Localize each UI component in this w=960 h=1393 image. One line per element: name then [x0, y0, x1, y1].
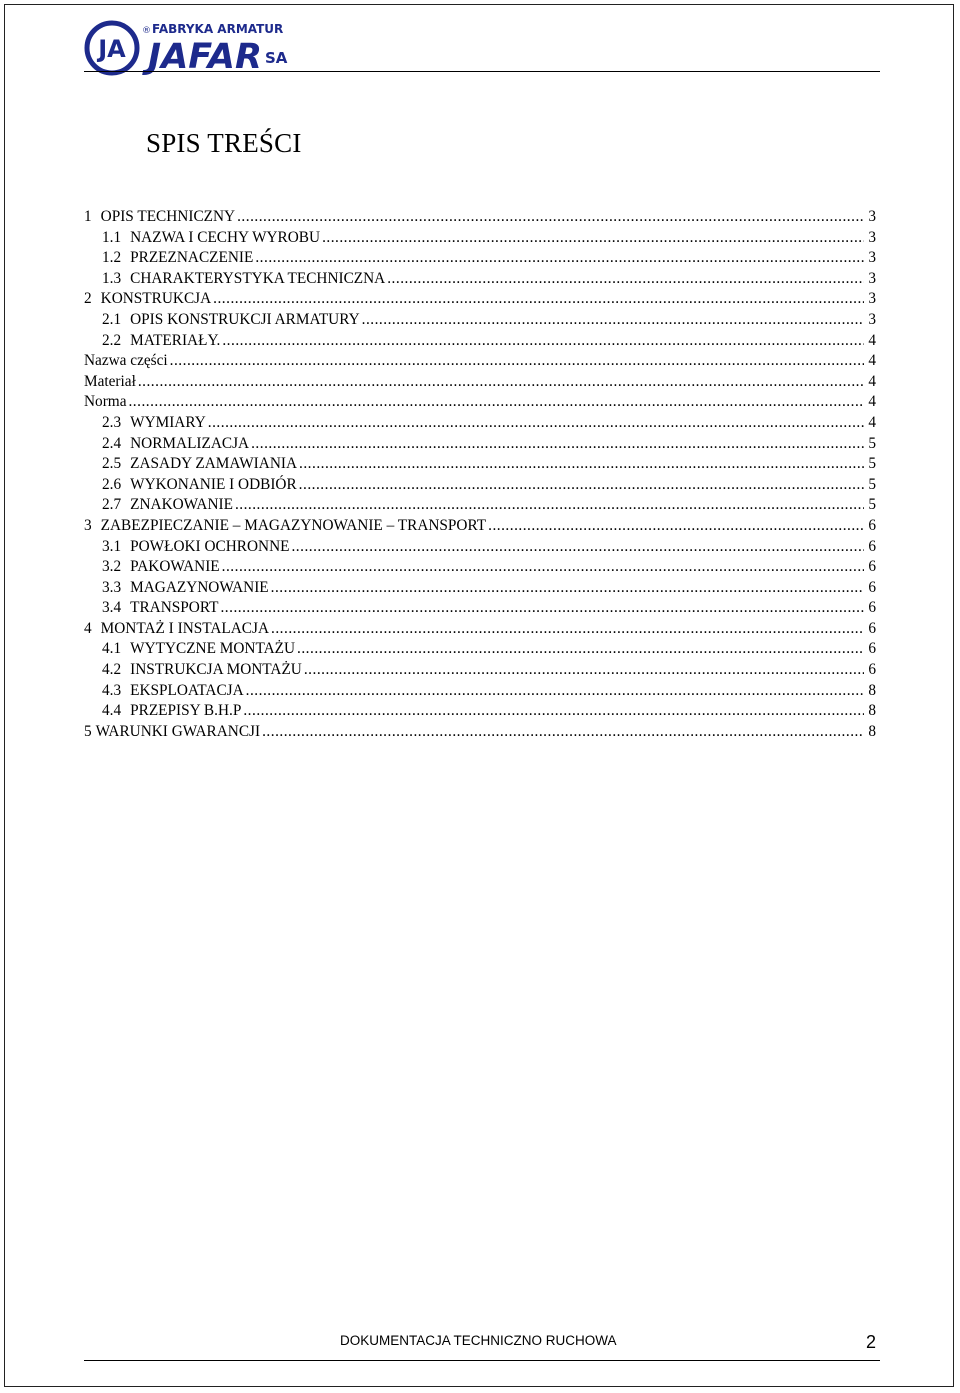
toc-entry-number: 4.1 — [102, 640, 122, 658]
toc-entry-title: PRZEPISY B.H.P — [130, 702, 242, 720]
toc-entry-title: PAKOWANIE — [130, 558, 220, 576]
toc-leader-dots — [299, 454, 864, 475]
toc-entry-title: PRZEZNACZENIE — [130, 249, 254, 267]
toc-entry-title: Norma — [84, 393, 127, 411]
toc-leader-dots — [235, 495, 864, 516]
toc-entry[interactable] — [84, 454, 880, 475]
toc-leader-dots — [255, 248, 864, 269]
toc-entry-number: 3.4 — [102, 599, 122, 617]
footer-rule — [84, 1360, 880, 1361]
toc-entry-title: NAZWA I CECHY WYROBU — [130, 228, 321, 246]
toc-entry[interactable] — [84, 537, 880, 558]
toc-entry-page: 5 — [868, 455, 876, 473]
toc-entry[interactable] — [84, 516, 880, 537]
toc-entry-number: 2.2 — [102, 331, 122, 349]
toc-leader-dots — [387, 269, 864, 290]
toc-entry-page: 4 — [868, 372, 876, 390]
toc-leader-dots — [262, 722, 864, 743]
toc-entry[interactable] — [84, 372, 880, 393]
toc-entry[interactable] — [84, 228, 880, 249]
toc-entry[interactable] — [84, 557, 880, 578]
toc-entry-page: 6 — [868, 661, 876, 679]
toc-entry-title: ZABEZPIECZANIE – MAGAZYNOWANIE – TRANSPORT — [100, 516, 487, 534]
toc-entry-page: 3 — [868, 249, 876, 267]
table-of-contents — [84, 207, 880, 742]
toc-entry[interactable] — [84, 475, 880, 496]
toc-entry-page: 3 — [868, 228, 876, 246]
toc-entry-number: 3.3 — [102, 578, 122, 596]
toc-leader-dots — [304, 660, 864, 681]
registered-mark: ® — [142, 26, 151, 36]
toc-entry-title: TRANSPORT — [130, 599, 219, 617]
toc-leader-dots — [297, 639, 864, 660]
toc-entry-title: WYKONANIE I ODBIÓR — [130, 475, 297, 493]
toc-entry-page: 8 — [868, 681, 876, 699]
toc-entry-title: MATERIAŁY. — [130, 331, 221, 349]
toc-entry[interactable] — [84, 681, 880, 702]
toc-entry-page: 3 — [868, 269, 876, 287]
toc-leader-dots — [222, 557, 864, 578]
toc-entry[interactable] — [84, 434, 880, 455]
brand-name: JAFAR — [141, 37, 262, 77]
toc-entry[interactable] — [84, 331, 880, 352]
toc-entry-page: 5 — [868, 496, 876, 514]
toc-entry-number: 1.1 — [102, 228, 122, 246]
toc-entry-page: 4 — [868, 413, 876, 431]
toc-entry-page: 6 — [868, 558, 876, 576]
toc-entry-number: 5 — [84, 722, 92, 740]
toc-entry-number: 4 — [84, 619, 92, 637]
footer-page-number: 2 — [865, 1332, 876, 1352]
toc-entry-title: WYTYCZNE MONTAŻU — [130, 640, 296, 658]
header — [84, 18, 880, 78]
toc-entry[interactable] — [84, 701, 880, 722]
toc-entry-number: 2 — [84, 290, 92, 308]
toc-leader-dots — [128, 392, 864, 413]
toc-entry-number: 2.7 — [102, 496, 122, 514]
toc-entry[interactable] — [84, 495, 880, 516]
toc-leader-dots — [208, 413, 864, 434]
toc-entry-page: 3 — [868, 310, 876, 328]
page-title: SPIS TREŚCI — [146, 128, 302, 158]
toc-leader-dots — [362, 310, 864, 331]
toc-entry-title: Materiał — [84, 372, 136, 390]
toc-entry[interactable] — [84, 289, 880, 310]
toc-entry[interactable] — [84, 351, 880, 372]
toc-entry[interactable] — [84, 207, 880, 228]
toc-entry-title: OPIS KONSTRUKCJI ARMATURY — [130, 310, 360, 328]
toc-entry[interactable] — [84, 598, 880, 619]
toc-entry-title: ZNAKOWANIE — [130, 496, 233, 514]
toc-entry-page: 6 — [868, 599, 876, 617]
toc-entry[interactable] — [84, 578, 880, 599]
toc-entry[interactable] — [84, 392, 880, 413]
toc-entry-page: 6 — [868, 640, 876, 658]
toc-entry-number: 2.4 — [102, 434, 122, 452]
toc-entry-title: OPIS TECHNICZNY — [100, 208, 236, 225]
toc-entry-title: CHARAKTERYSTYKA TECHNICZNA — [130, 269, 386, 287]
toc-entry-page: 3 — [868, 290, 876, 308]
logo-monogram: JA — [98, 35, 126, 63]
toc-entry-title: EKSPLOATACJA — [130, 681, 244, 699]
toc-leader-dots — [222, 331, 864, 352]
toc-leader-dots — [291, 537, 864, 558]
toc-leader-dots — [246, 681, 864, 702]
toc-entry[interactable] — [84, 639, 880, 660]
toc-entry[interactable] — [84, 660, 880, 681]
toc-entry[interactable] — [84, 248, 880, 269]
toc-leader-dots — [271, 578, 864, 599]
footer — [84, 1328, 880, 1368]
header-rule — [84, 71, 880, 72]
toc-leader-dots — [322, 228, 864, 249]
toc-entry-page: 4 — [868, 393, 876, 411]
footer-title: DOKUMENTACJA TECHNICZNO RUCHOWA — [340, 1333, 617, 1348]
toc-entry[interactable] — [84, 619, 880, 640]
toc-entry-title: ZASADY ZAMAWIANIA — [130, 455, 298, 473]
toc-entry-number: 2.6 — [102, 475, 122, 493]
toc-entry-page: 6 — [868, 537, 876, 555]
toc-leader-dots — [243, 701, 864, 722]
toc-leader-dots — [251, 434, 864, 455]
toc-entry-number: 3 — [84, 516, 92, 534]
toc-entry-title: Nazwa części — [84, 352, 168, 370]
toc-entry-page: 6 — [868, 516, 876, 534]
toc-entry-page: 6 — [868, 578, 876, 596]
toc-entry-title: WYMIARY — [130, 413, 206, 431]
toc-entry-number: 1.2 — [102, 249, 122, 267]
toc-entry-number: 4.3 — [102, 681, 122, 699]
toc-entry-number: 4.4 — [102, 702, 122, 720]
toc-entry-number: 3.2 — [102, 558, 122, 576]
toc-leader-dots — [488, 516, 864, 537]
toc-entry-title: WARUNKI GWARANCJI — [95, 722, 261, 740]
toc-entry-number: 1.3 — [102, 269, 122, 287]
brand-suffix: SA — [265, 49, 288, 67]
toc-entry-title: INSTRUKCJA MONTAŻU — [130, 661, 302, 679]
toc-entry-number: 2.3 — [102, 413, 122, 431]
toc-leader-dots — [271, 619, 864, 640]
toc-leader-dots — [220, 598, 864, 619]
brand-top: FABRYKA ARMATUR — [152, 22, 284, 36]
toc-entry-number: 2.5 — [102, 455, 122, 473]
toc-entry[interactable] — [84, 413, 880, 434]
toc-entry[interactable] — [84, 722, 880, 743]
toc-entry[interactable] — [84, 310, 880, 331]
toc-leader-dots — [213, 289, 864, 310]
toc-entry-title: KONSTRUKCJA — [100, 290, 212, 308]
toc-leader-dots — [138, 372, 864, 393]
toc-entry-title: MAGAZYNOWANIE — [130, 578, 269, 596]
toc-entry-page: 5 — [868, 475, 876, 493]
toc-entry-page: 4 — [868, 331, 876, 349]
toc-entry-number: 2.1 — [102, 310, 122, 328]
toc-entry-page: 3 — [868, 208, 876, 225]
toc-entry-page: 5 — [868, 434, 876, 452]
toc-entry-number: 1 — [84, 208, 92, 225]
toc-entry-number: 4.2 — [102, 661, 122, 679]
toc-entry-page: 6 — [868, 619, 876, 637]
toc-entry-title: POWŁOKI OCHRONNE — [130, 537, 290, 555]
toc-entry-number: 3.1 — [102, 537, 122, 555]
toc-entry-page: 8 — [868, 702, 876, 720]
jafar-logo — [84, 18, 304, 78]
toc-leader-dots — [170, 351, 864, 372]
toc-entry[interactable] — [84, 269, 880, 290]
toc-entry-title: NORMALIZACJA — [130, 434, 250, 452]
toc-leader-dots — [237, 207, 864, 228]
toc-entry-page: 8 — [868, 722, 876, 740]
toc-leader-dots — [299, 475, 864, 496]
toc-entry-title: MONTAŻ I INSTALACJA — [100, 619, 270, 637]
toc-entry-page: 4 — [868, 352, 876, 370]
